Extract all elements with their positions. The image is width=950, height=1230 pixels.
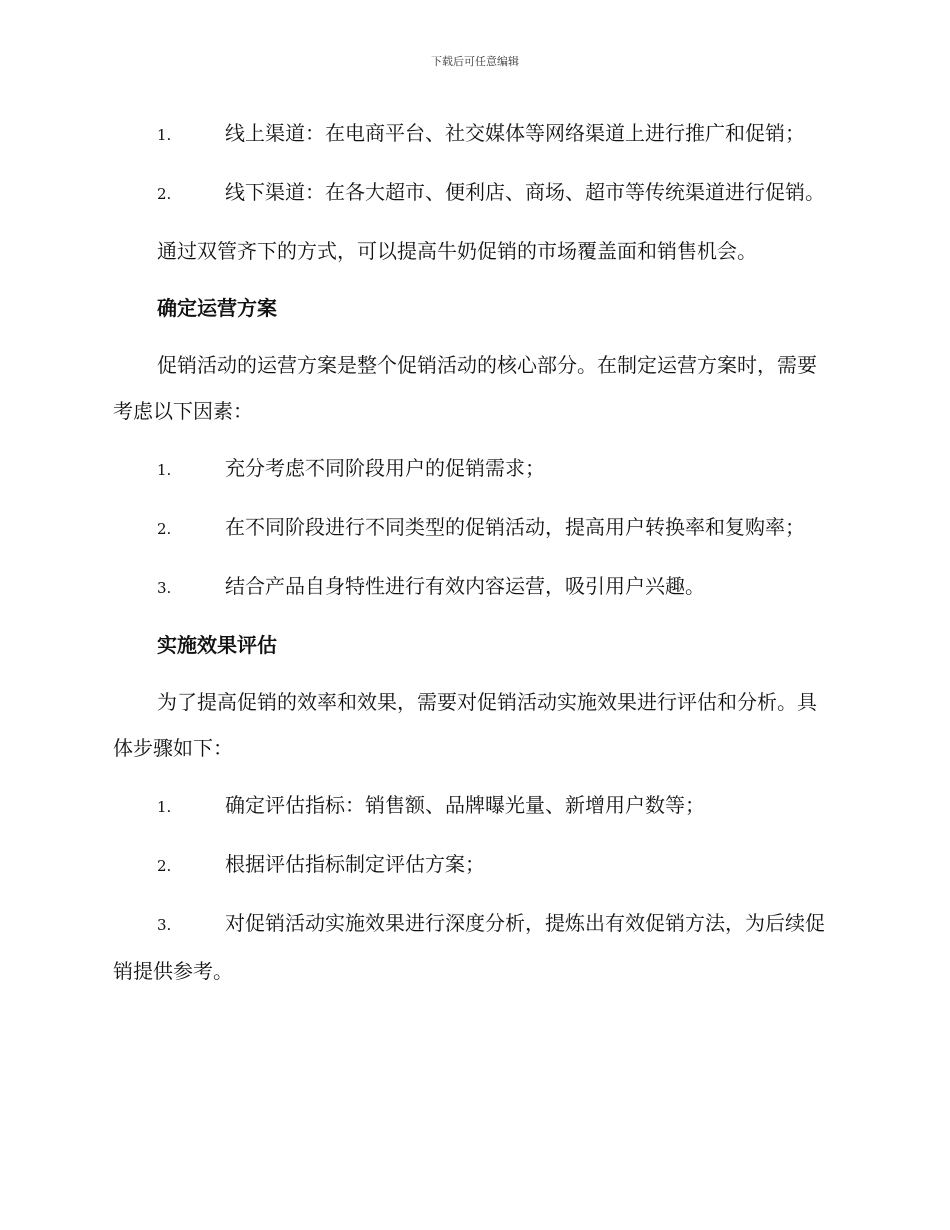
list-text: 结合产品自身特性进行有效内容运营，吸引用户兴趣。 — [225, 574, 705, 598]
list-number: 3. — [157, 579, 172, 597]
paragraph: 为了提高促销的效率和效果，需要对促销活动实施效果进行评估和分析。具体步骤如下： — [113, 690, 817, 760]
list-text: 线下渠道：在各大超市、便利店、商场、超市等传统渠道进行促销。 — [225, 180, 825, 204]
list-text: 对促销活动实施效果进行深度分析，提炼出有效促销方法，为后续促销提供参考。 — [113, 911, 825, 983]
list-item — [113, 169, 835, 217]
list-item — [113, 445, 835, 493]
list-text: 线上渠道：在电商平台、社交媒体等网络渠道上进行推广和促销； — [225, 121, 805, 145]
document-body — [113, 110, 835, 994]
header-note: 下载后可任意编辑 — [431, 55, 519, 68]
section-heading: 确定运营方案 — [157, 296, 277, 320]
list-item — [113, 841, 835, 889]
paragraph: 促销活动的运营方案是整个促销活动的核心部分。在制定运营方案时，需要考虑以下因素： — [113, 353, 817, 423]
list-text: 充分考虑不同阶段用户的促销需求； — [225, 456, 545, 480]
list-number: 2. — [157, 185, 172, 203]
section-heading: 实施效果评估 — [157, 633, 277, 657]
list-number: 1. — [157, 126, 172, 144]
list-number: 3. — [157, 916, 172, 934]
list-text: 在不同阶段进行不同类型的促销活动，提高用户转换率和复购率； — [225, 515, 805, 539]
list-item — [113, 504, 835, 552]
list-number: 2. — [157, 520, 172, 538]
list-item — [113, 110, 835, 158]
list-number: 1. — [157, 461, 172, 479]
list-text: 确定评估指标：销售额、品牌曝光量、新增用户数等； — [225, 793, 705, 817]
list-text: 根据评估指标制定评估方案； — [225, 852, 485, 876]
list-number: 1. — [157, 798, 172, 816]
list-item — [113, 563, 835, 611]
list-item — [113, 782, 835, 830]
list-number: 2. — [157, 857, 172, 875]
paragraph: 通过双管齐下的方式，可以提高牛奶促销的市场覆盖面和销售机会。 — [157, 239, 757, 263]
list-item — [113, 900, 835, 994]
